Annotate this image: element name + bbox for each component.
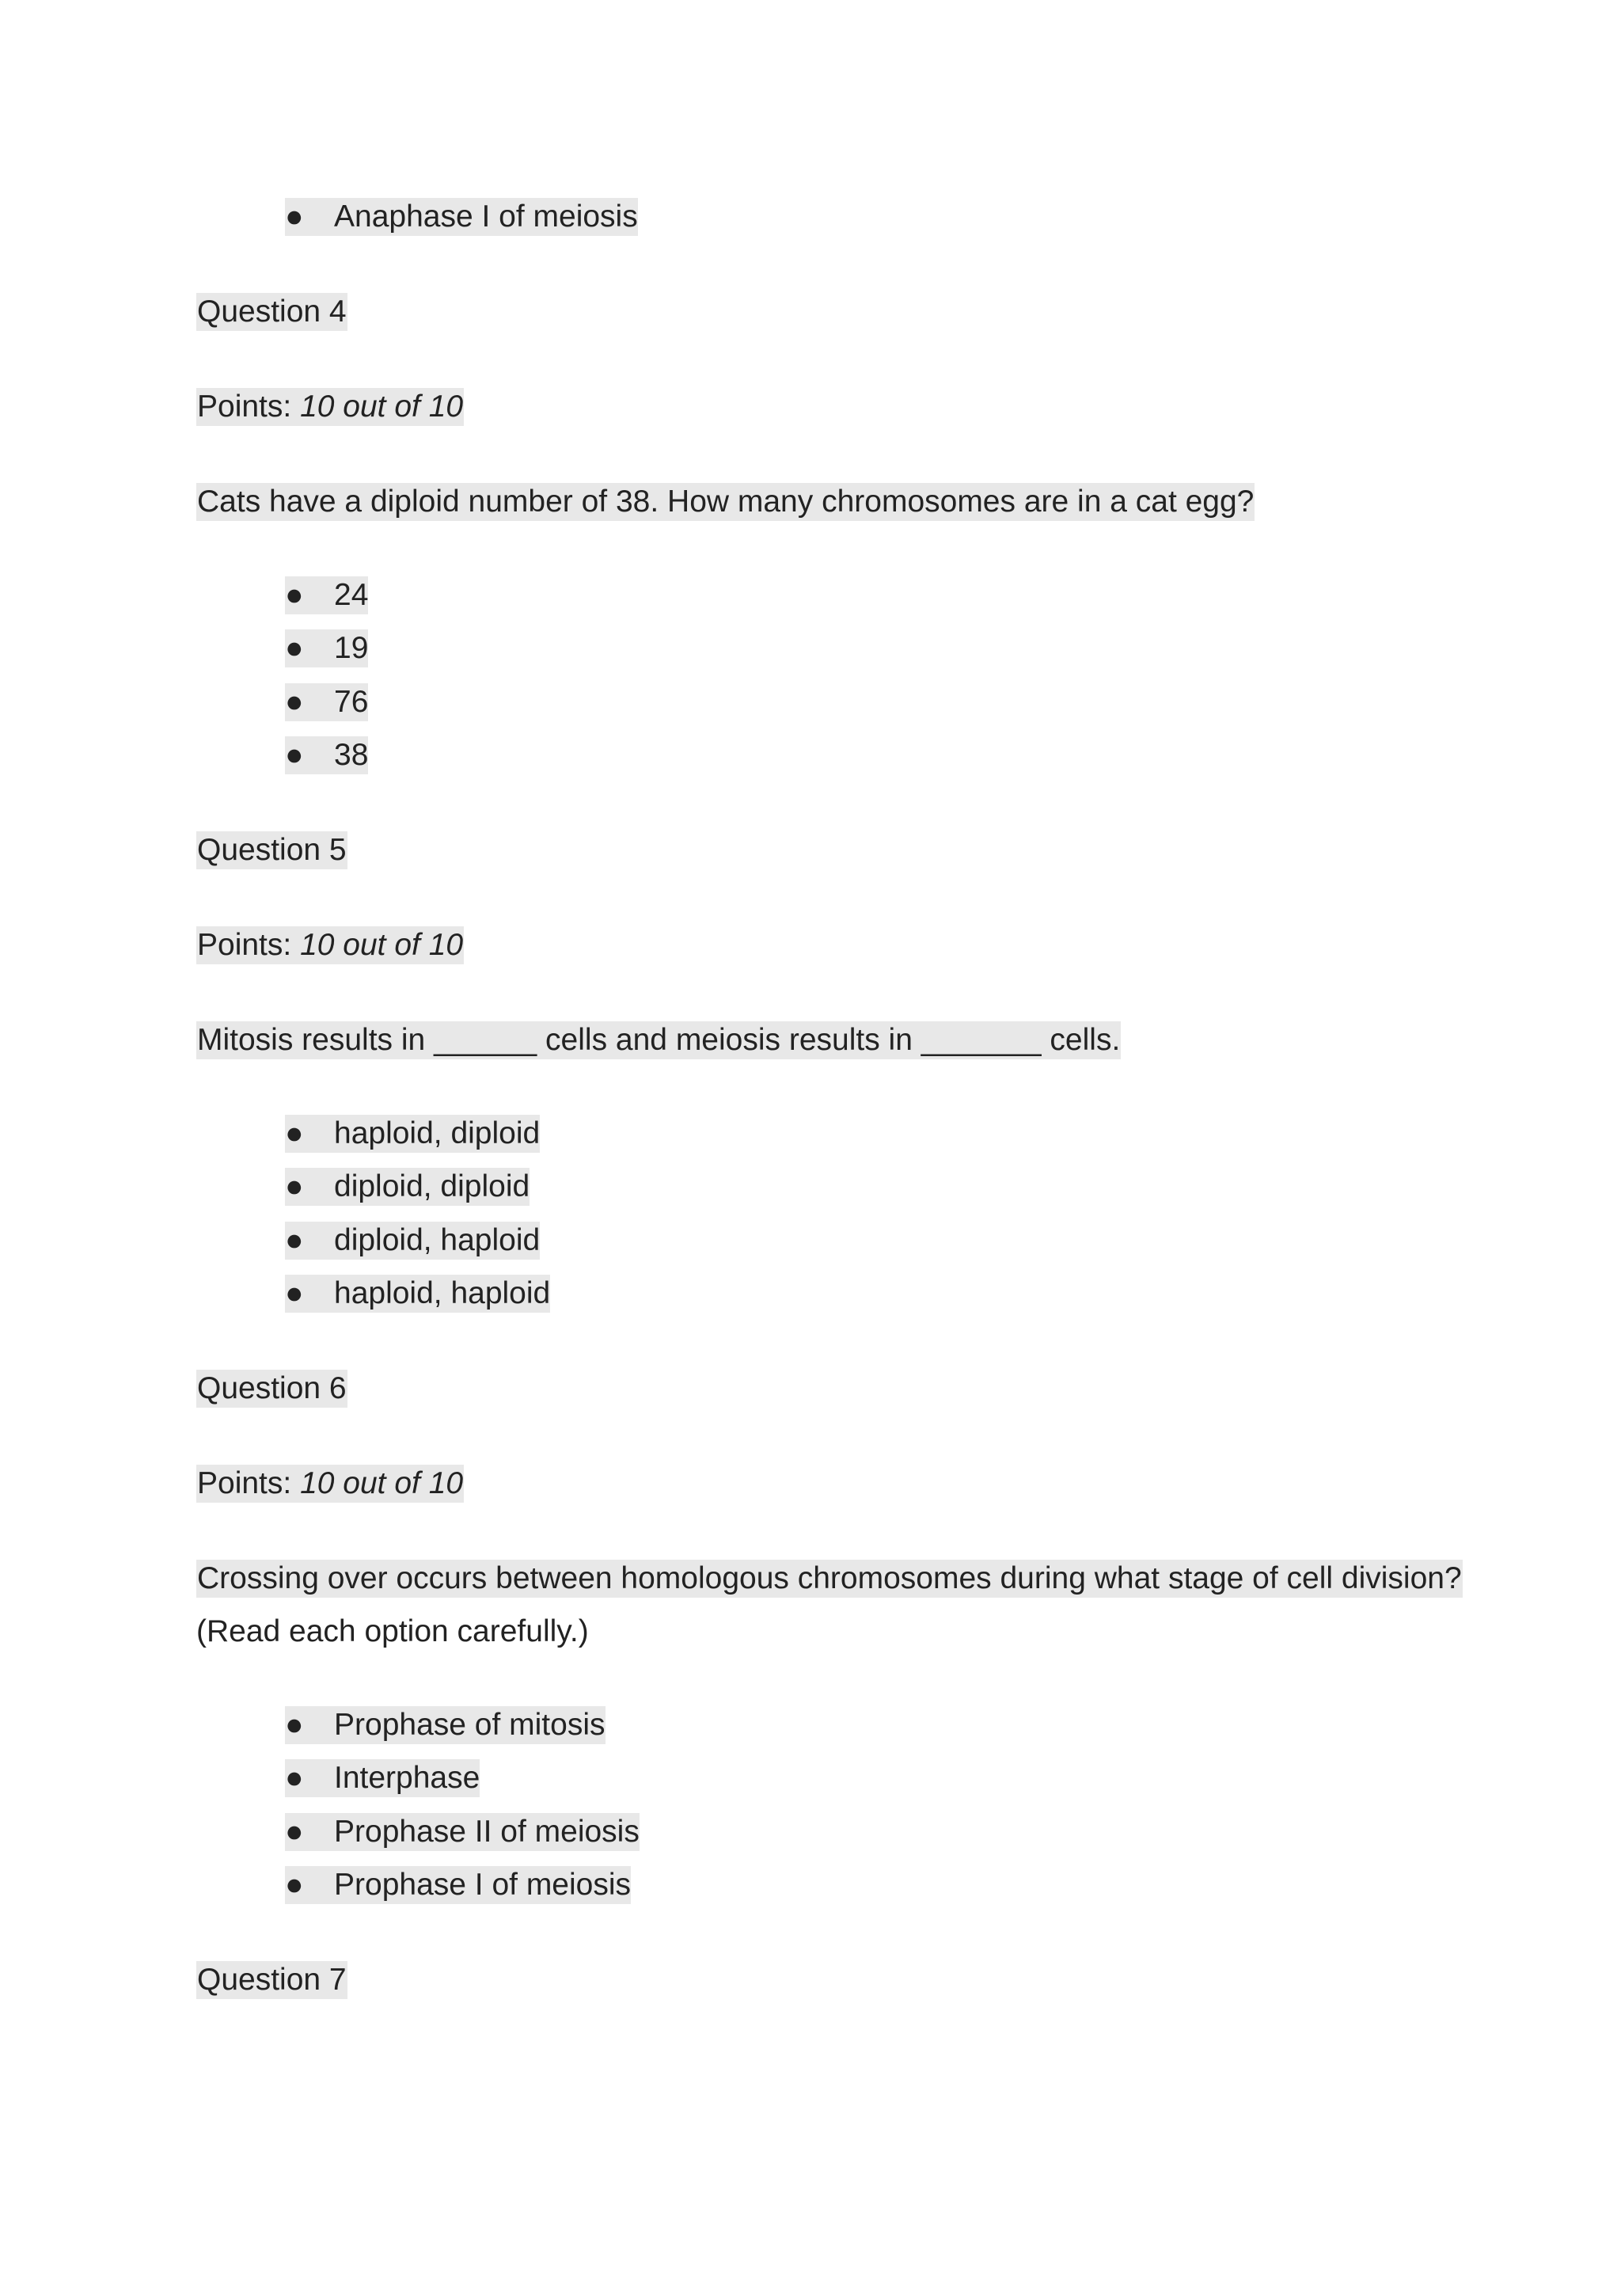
option-label: haploid, haploid — [334, 1276, 551, 1310]
points-value: 10 out of 10 — [300, 1466, 464, 1500]
prompt-part: Mitosis results in — [197, 1023, 435, 1057]
bullet-icon: ● — [285, 631, 304, 665]
bullet-icon: ● — [285, 578, 304, 612]
bullet-icon: ● — [285, 1815, 304, 1849]
option-label: Anaphase I of meiosis — [334, 200, 638, 234]
blank: _______ — [921, 1023, 1042, 1057]
list-item — [285, 683, 368, 721]
bullet-icon: ● — [285, 1868, 304, 1902]
list-item — [285, 1275, 550, 1313]
points-line — [196, 1465, 464, 1503]
prompt-part: cells. — [1041, 1023, 1121, 1057]
option-label: diploid, diploid — [334, 1169, 530, 1203]
points-line — [196, 926, 464, 964]
bullet-icon: ● — [285, 1223, 304, 1257]
option-label: 38 — [334, 738, 369, 772]
option-label: 24 — [334, 578, 369, 612]
list-item — [285, 576, 368, 614]
question-heading: Question 5 — [196, 831, 347, 869]
option-label: diploid, haploid — [334, 1223, 541, 1257]
list-item — [285, 1115, 540, 1153]
points-line — [196, 388, 464, 426]
points-label: Points: — [197, 1466, 292, 1500]
bullet-icon: ● — [285, 1276, 304, 1310]
question-heading: Question 4 — [196, 293, 347, 331]
question-prompt — [196, 1021, 1121, 1059]
list-item — [285, 1813, 640, 1851]
bullet-icon: ● — [285, 1761, 304, 1795]
list-item — [285, 198, 638, 236]
list-item — [285, 1759, 480, 1797]
question-prompt: Crossing over occurs between homologous chromosomes during what stage of cell division? — [196, 1560, 1463, 1598]
option-label: 76 — [334, 685, 369, 719]
question-prompt: Cats have a diploid number of 38. How many chromosomes are in a cat egg? — [196, 483, 1255, 521]
list-item — [285, 736, 368, 774]
question-heading: Question 6 — [196, 1370, 347, 1408]
bullet-icon: ● — [285, 200, 304, 234]
bullet-icon: ● — [285, 1116, 304, 1150]
option-label: Prophase I of meiosis — [334, 1868, 632, 1902]
option-label: Prophase II of meiosis — [334, 1815, 640, 1849]
list-item — [285, 1866, 631, 1904]
points-value: 10 out of 10 — [300, 390, 464, 424]
bullet-icon: ● — [285, 1708, 304, 1742]
prompt-part: cells and meiosis results in — [537, 1023, 921, 1057]
bullet-icon: ● — [285, 738, 304, 772]
list-item — [285, 629, 368, 667]
points-value: 10 out of 10 — [300, 928, 464, 962]
option-label: Interphase — [334, 1761, 480, 1795]
points-label: Points: — [197, 928, 292, 962]
bullet-icon: ● — [285, 685, 304, 719]
list-item — [285, 1168, 530, 1206]
list-item — [285, 1706, 606, 1744]
option-label: Prophase of mitosis — [334, 1708, 606, 1742]
question-prompt-continued: (Read each option carefully.) — [196, 1614, 589, 1648]
option-label: haploid, diploid — [334, 1116, 541, 1150]
bullet-icon: ● — [285, 1169, 304, 1203]
points-label: Points: — [197, 390, 292, 424]
option-label: 19 — [334, 631, 369, 665]
list-item — [285, 1222, 540, 1260]
question-heading: Question 7 — [196, 1961, 347, 1999]
blank: ______ — [434, 1023, 537, 1057]
